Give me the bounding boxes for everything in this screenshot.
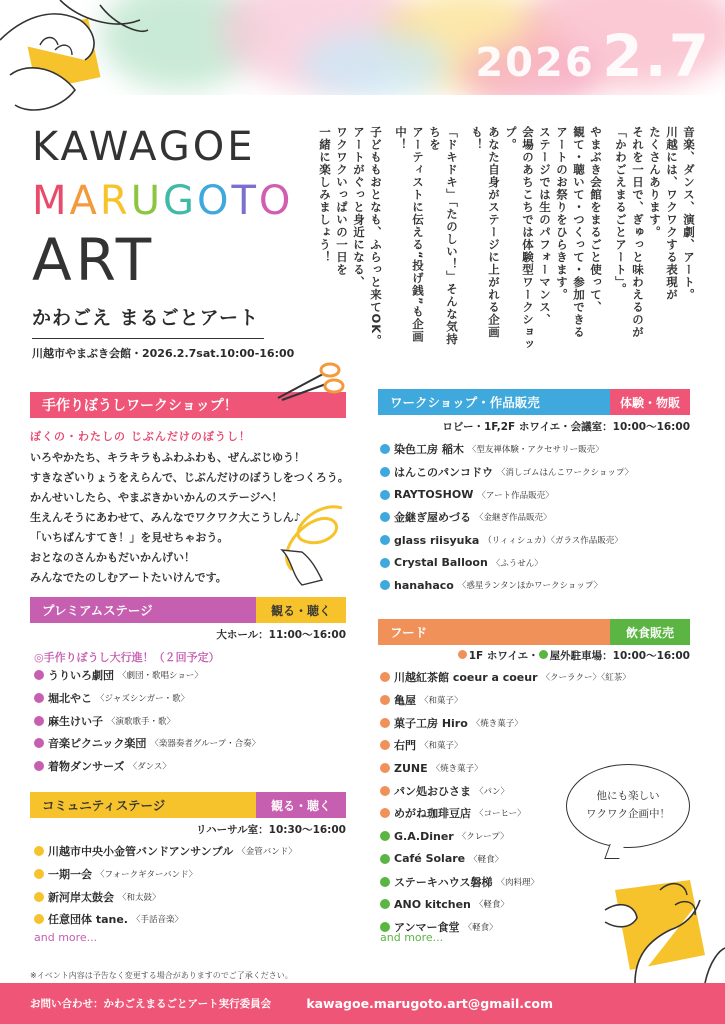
- list-item: [380, 689, 631, 712]
- bullet-dot-icon: [380, 763, 390, 773]
- intro-line: アートのお祭りをひらきます。: [555, 126, 569, 301]
- list-item-name: アンマー食堂: [394, 920, 460, 934]
- list-item-genre: 〈ジャズシンガー・歌〉: [96, 694, 190, 705]
- kids-workshop-line: おとなのさんかもだいかんげい！: [30, 551, 195, 564]
- list-item: [380, 711, 631, 734]
- footer-email[interactable]: kawagoe.marugoto.art@gmail.com: [306, 996, 553, 1011]
- list-item: [34, 687, 260, 710]
- premium-highlight: ◎手作りぼうし大行進！（２回予定）: [34, 651, 220, 664]
- list-item-name: RAYTOSHOW: [394, 488, 474, 502]
- speech-bubble: [566, 764, 690, 848]
- workshop-sales-title: ワークショップ・作品販売: [378, 389, 610, 415]
- intro-line: アートがぐっと身近になる、: [352, 126, 366, 289]
- bullet-dot-icon: [34, 716, 44, 726]
- intro-line: ワクワクいっぱいの一日を: [335, 126, 349, 276]
- premium-stage-list: [34, 664, 260, 777]
- list-item-name: 着物ダンサーズ: [48, 760, 125, 774]
- bullet-dot-icon: [380, 718, 390, 728]
- list-item-genre: 〈ふうせん〉: [491, 558, 543, 569]
- list-item: [380, 483, 633, 506]
- kids-workshop-line: みんなでたのしむアートたいけんです。: [30, 571, 227, 584]
- list-item-genre: 〈手話音楽〉: [131, 915, 183, 926]
- bullet-dot-icon: [380, 558, 390, 568]
- bubble-line: ワクワク企画中！: [586, 808, 670, 820]
- list-item-name: 金継ぎ屋めづる: [394, 511, 471, 525]
- ribbon-drawing: [262, 490, 352, 590]
- list-item: [34, 840, 297, 863]
- intro-line: たくさんあります。: [648, 126, 662, 239]
- bullet-dot-icon: [380, 831, 390, 841]
- list-item-name: 亀屋: [394, 694, 416, 708]
- list-item-genre: 〈型友禅体験・アクセサリー販売〉: [467, 445, 604, 456]
- list-item-genre: 〈軽食〉: [474, 900, 509, 911]
- list-item-genre: 〈フォークギターバンド〉: [96, 870, 198, 881]
- list-item-genre: 〈和太鼓〉: [118, 892, 161, 903]
- bubble-line: 他にも楽しい: [596, 790, 660, 802]
- list-item: [380, 734, 631, 757]
- list-item-genre: 〈軽食〉: [469, 854, 504, 865]
- title-art: ART: [32, 226, 156, 294]
- list-item-name: 染色工房 稲木: [394, 443, 464, 457]
- list-item-genre: 〈ダンス〉: [128, 762, 171, 773]
- list-item-genre: （リィィシュカ）〈ガラス作品販売〉: [483, 536, 623, 547]
- intro-line: 「ドキドキ」「たのしい！」そんな気持ちを: [428, 126, 459, 346]
- green-dot-icon: [539, 650, 548, 659]
- bullet-dot-icon: [380, 877, 390, 887]
- list-item-name: 音楽ピクニック楽団: [48, 737, 147, 751]
- intro-line: [604, 126, 612, 356]
- footer-contact: お問い合わせ：かわごえまるごとアート実行委員会: [30, 998, 272, 1010]
- list-item: [380, 529, 633, 552]
- list-item-name: Café Solare: [394, 852, 466, 866]
- food-title: フード: [378, 619, 610, 645]
- kids-workshop-title: 手作りぼうしワークショップ！: [42, 398, 238, 414]
- list-item-name: G.A.Diner: [394, 829, 454, 843]
- list-item-name: 右門: [394, 739, 416, 753]
- list-item: [34, 755, 260, 778]
- kids-workshop-line: 生えんそうにあわせて、みんなでワクワク大こうしん♪: [30, 511, 301, 524]
- list-item-name: 一期一会: [48, 868, 92, 882]
- list-item-genre: 〈クーラクー〉〈紅茶〉: [541, 673, 631, 684]
- community-stage-hours: リハーサル室：10:30〜16:00: [195, 824, 346, 836]
- bullet-dot-icon: [34, 869, 44, 879]
- kids-workshop-subtitle: ぼくの・わたしの じぶんだけのぼうし！: [30, 430, 251, 443]
- premium-stage-title: プレミアムステージ: [30, 597, 256, 623]
- list-item-genre: 〈金継ぎ作品販売〉: [475, 513, 552, 524]
- premium-stage-tag: 観る・聴く: [256, 597, 346, 623]
- bullet-dot-icon: [380, 580, 390, 590]
- event-date-venue: 川越市やまぶき会館・2026.2.7sat.10:00-16:00: [32, 346, 295, 360]
- list-item-genre: 〈アート作品販売〉: [477, 490, 554, 501]
- workshop-sales-header: [378, 389, 690, 415]
- hands-illustration-bottom: [575, 870, 725, 983]
- kids-workshop-line: かんせいしたら、やまぶきかいかんのステージへ！: [30, 491, 283, 504]
- list-item-genre: 〈焼き菓子〉: [431, 764, 483, 775]
- bullet-dot-icon: [380, 490, 390, 500]
- list-item-name: 川越市中央小金管バンドアンサンブル: [48, 845, 234, 859]
- title-kawagoe: KAWAGOE: [32, 124, 256, 170]
- workshop-sales-hours: ロビー・1F,2F ホワイエ・会議室：10:00〜16:00: [442, 421, 690, 433]
- bullet-dot-icon: [380, 672, 390, 682]
- title-marugoto-letter: O: [258, 178, 294, 224]
- intro-line: 観て・聴いて・つくって・参加できる: [572, 126, 586, 339]
- list-item-genre: 〈軽食〉: [463, 922, 498, 933]
- list-item-genre: 〈和菓子〉: [420, 741, 463, 752]
- list-item: [34, 732, 260, 755]
- title-marugoto-letter: M: [32, 178, 70, 224]
- title-marugoto-letter: A: [69, 178, 100, 224]
- list-item-genre: 〈焼き菓子〉: [471, 718, 523, 729]
- intro-line: アーティストに伝える“投げ銭”も企画中！: [394, 126, 425, 344]
- event-title: [32, 125, 294, 361]
- list-item-name: Crystal Balloon: [394, 556, 488, 570]
- kids-workshop-line: いろやかたち、キラキラもふわふわも、ぜんぶじゆう！: [30, 451, 305, 464]
- list-item-name: 新河岸太鼓会: [48, 890, 114, 904]
- food-hours-b: 屋外駐車場：10:00〜16:00: [549, 650, 690, 662]
- bullet-dot-icon: [380, 467, 390, 477]
- intro-line: 「かわごえまるごとアート」。: [614, 126, 628, 296]
- community-stage-list: [34, 840, 297, 931]
- food-tag: 飲食販売: [610, 619, 690, 645]
- intro-text: [297, 126, 697, 356]
- bullet-dot-icon: [380, 854, 390, 864]
- title-divider: [32, 338, 264, 339]
- list-item-genre: 〈コーヒー〉: [475, 809, 526, 820]
- list-item-name: 菓子工房 Hiro: [394, 716, 468, 730]
- list-item: [380, 848, 631, 871]
- list-item-name: めがね珈琲豆店: [394, 807, 471, 821]
- list-item-genre: 〈演歌歌手・歌〉: [107, 716, 176, 727]
- list-item-name: ステーキハウス磐梯: [394, 875, 493, 889]
- disclaimer-note: ※イベント内容は予告なく変更する場合がありますのでご了承ください。: [30, 971, 293, 980]
- big-date: [475, 22, 711, 90]
- list-item: [380, 551, 633, 574]
- list-item-genre: 〈パン〉: [475, 786, 510, 797]
- bullet-dot-icon: [380, 535, 390, 545]
- food-header: [378, 619, 690, 645]
- food-hours: [378, 648, 690, 663]
- intro-line: 音楽、ダンス、演劇、アート。: [682, 126, 696, 301]
- list-item-name: うりいろ劇団: [48, 669, 114, 683]
- list-item-name: glass riisyuka: [394, 533, 480, 547]
- list-item-genre: 〈劇団・歌唱ショー〉: [118, 671, 203, 682]
- list-item-name: hanahaco: [394, 578, 454, 592]
- list-item-name: はんこのパンコドウ: [394, 466, 493, 480]
- workshop-sales-tag: 体験・物販: [610, 389, 690, 415]
- intro-line: やまぶき会館をまるごと使って、: [589, 126, 603, 314]
- list-item-name: ANO kitchen: [394, 897, 471, 911]
- footer-bar: [0, 983, 725, 1024]
- bullet-dot-icon: [380, 695, 390, 705]
- list-item: [380, 461, 633, 484]
- premium-stage-hours: 大ホール：11:00〜16:00: [216, 629, 346, 641]
- title-marugoto-letter: R: [99, 178, 131, 224]
- bullet-dot-icon: [380, 786, 390, 796]
- community-stage-title: コミュニティステージ: [30, 792, 256, 818]
- list-item-genre: 〈消しゴムはんこワークショップ〉: [497, 468, 634, 479]
- bullet-dot-icon: [380, 808, 390, 818]
- title-marugoto-letter: U: [130, 178, 163, 224]
- list-item-genre: 〈金管バンド〉: [237, 847, 297, 858]
- list-item-name: パン処おひさま: [394, 784, 471, 798]
- list-item: [34, 885, 297, 908]
- bullet-dot-icon: [34, 914, 44, 924]
- list-item: [380, 506, 633, 529]
- list-item-genre: 〈クレープ〉: [457, 832, 509, 843]
- list-item: [380, 574, 633, 597]
- list-item: [380, 666, 631, 689]
- list-item-genre: 〈惑星ランタンほかワークショップ〉: [457, 581, 603, 592]
- intro-line: 会場のあちこちでは体験型ワークショップ。: [504, 126, 535, 351]
- hands-illustration-top: [0, 0, 150, 125]
- food-more: and more...: [380, 931, 444, 944]
- intro-line: [384, 126, 392, 356]
- intro-line: 子どももおとなも、ふらっと来てOK。: [369, 126, 383, 347]
- food-hours-a: 1F ホワイエ・: [468, 650, 539, 662]
- title-marugoto-letter: O: [196, 178, 232, 224]
- community-stage-tag: 観る・聴く: [256, 792, 346, 818]
- scissors-icon: [268, 356, 348, 406]
- list-item-name: ZUNE: [394, 761, 428, 775]
- premium-stage-header: [30, 597, 346, 623]
- title-marugoto-letter: G: [162, 178, 197, 224]
- title-marugoto-letter: T: [231, 178, 259, 224]
- intro-line: [460, 126, 468, 356]
- list-item-name: 麻生けい子: [48, 714, 103, 728]
- bullet-dot-icon: [34, 670, 44, 680]
- bullet-dot-icon: [380, 740, 390, 750]
- workshop-sales-list: [380, 438, 633, 597]
- list-item-genre: 〈肉料理〉: [496, 877, 539, 888]
- bullet-dot-icon: [34, 738, 44, 748]
- list-item: [34, 908, 297, 931]
- intro-line: ステージでは生のパフォーマンス、: [538, 126, 552, 326]
- bullet-dot-icon: [34, 761, 44, 771]
- list-item-genre: 〈和菓子〉: [420, 696, 463, 707]
- intro-line: 一緒に楽しみましょう！: [318, 126, 332, 264]
- big-date-monthday: 2.7: [602, 22, 711, 90]
- title-marugoto: [32, 179, 294, 223]
- intro-line: それを一日で、ぎゅっと味わえるのが: [631, 126, 645, 339]
- community-stage-header: [30, 792, 346, 818]
- bullet-dot-icon: [380, 512, 390, 522]
- list-item: [380, 438, 633, 461]
- intro-line: あなた自身がステージに上がれる企画も！: [470, 126, 501, 339]
- list-item-name: 堀北やこ: [48, 692, 92, 706]
- kids-workshop-line: 「いちばんすてき！」を見せちゃおう。: [30, 531, 229, 544]
- list-item: [34, 863, 297, 886]
- list-item-name: 任意団体 tane.: [48, 913, 128, 927]
- list-item: [34, 664, 260, 687]
- kids-workshop-line: すきなざいりょうをえらんで、じぶんだけのぼうしをつくろう。: [30, 471, 349, 484]
- list-item-genre: 〈楽器奏者グループ・合奏〉: [150, 739, 261, 750]
- bullet-dot-icon: [34, 846, 44, 856]
- big-date-year: 2026: [475, 40, 595, 86]
- intro-line: 川越には、ワクワクする表現が: [665, 126, 679, 301]
- bullet-dot-icon: [380, 444, 390, 454]
- list-item: [34, 709, 260, 732]
- orange-dot-icon: [458, 650, 467, 659]
- community-more: and more...: [34, 931, 98, 944]
- title-japanese: かわごえ まるごとアート: [32, 306, 260, 329]
- bullet-dot-icon: [34, 693, 44, 703]
- list-item-name: 川越紅茶館 coeur a coeur: [394, 671, 538, 685]
- bullet-dot-icon: [34, 892, 44, 902]
- bullet-dot-icon: [380, 899, 390, 909]
